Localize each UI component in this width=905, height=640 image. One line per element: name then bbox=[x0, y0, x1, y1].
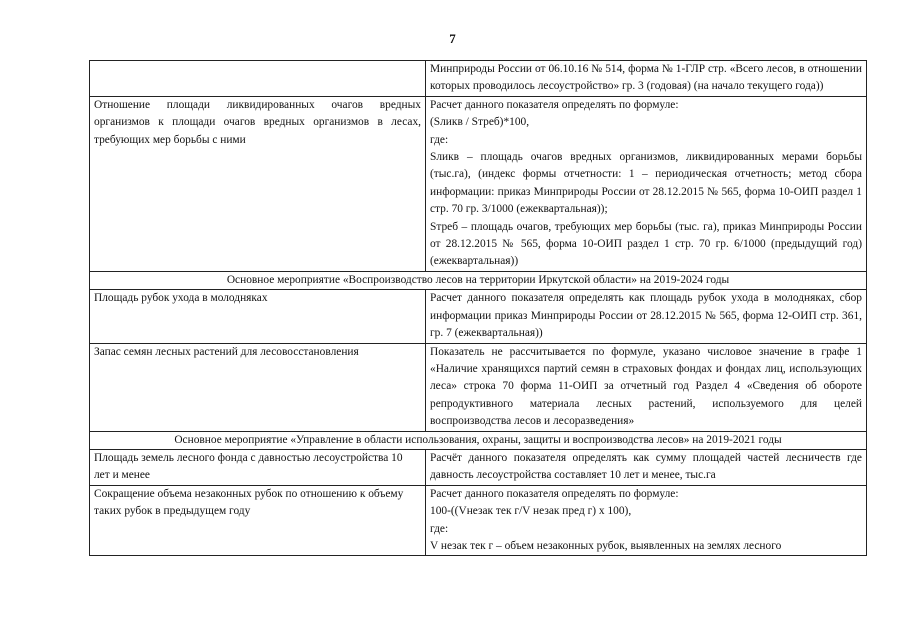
indicator-method-cell: Расчет данного показателя определять как площадь рубок ухода в молодняках, сбор информации приказ Минприроды России от 28.12.2015 № 565, форма 12-ОИП стр. 361, гр. 7 (ежеквартальная)) bbox=[426, 290, 867, 343]
formula: 100-((Vнезак тек г/V незак пред г) х 100), bbox=[430, 505, 632, 518]
formula-where: где: bbox=[430, 522, 449, 535]
indicator-method-cell: Расчёт данного показателя определять как сумму площадей частей лесничеств где давность лесоустройства составляет 10 лет и менее, тыс.га bbox=[426, 449, 867, 485]
table-row bbox=[90, 96, 867, 271]
formula-intro: Расчет данного показателя определять по формуле: bbox=[430, 98, 679, 111]
formula-term-definition: Sтреб – площадь очагов, требующих мер борьбы (тыс. га), приказ Минприроды России от 28.12.2015 № 565, форма 10-ОИП раздел 1 стр. 70 гр. 6/1000 (предыдущий год) (ежеквартальная)) bbox=[430, 220, 862, 268]
indicator-name-cell: Площадь земель лесного фонда с давностью лесоустройства 10 лет и менее bbox=[90, 449, 426, 485]
section-header-row bbox=[90, 431, 867, 449]
section-header-row bbox=[90, 271, 867, 289]
table-row bbox=[90, 290, 867, 343]
page-number: 7 bbox=[449, 31, 456, 46]
section-title: Основное мероприятие «Воспроизводство лесов на территории Иркутской области» на 2019-2024 годы bbox=[90, 271, 867, 289]
table-row bbox=[90, 449, 867, 485]
section-title: Основное мероприятие «Управление в области использования, охраны, защиты и воспроизводства лесов» на 2019-2021 годы bbox=[90, 431, 867, 449]
indicator-name-cell: Площадь рубок ухода в молодняках bbox=[90, 290, 426, 343]
formula-term-definition: Sликв – площадь очагов вредных организмов, ликвидированных мерами борьбы (тыс.га), (индекс формы отчетности: 1 – периодическая отчетность; метод сбора информации: приказ Минприроды России от 28.12.2015 № 565, форма 10-ОИП раздел 1 стр. 70 гр. 3/1000 (ежеквартальная)); bbox=[430, 151, 862, 216]
table-row bbox=[90, 61, 867, 97]
formula-term-definition: V незак тек г – объем незаконных рубок, выявленных на землях лесного bbox=[430, 539, 782, 552]
indicator-table bbox=[89, 60, 867, 556]
indicator-method-cell: Минприроды России от 06.10.16 № 514, форма № 1-ГЛР стр. «Всего лесов, в отношении которых проводилось лесоустройство» гр. 3 (годовая) (на начало текущего года)) bbox=[426, 61, 867, 97]
indicator-name-cell: Сокращение объема незаконных рубок по отношению к объему таких рубок в предыдущем году bbox=[90, 485, 426, 556]
formula: (Sликв / Sтреб)*100, bbox=[430, 116, 530, 129]
indicator-method-cell bbox=[426, 485, 867, 556]
indicator-name-cell: Запас семян лесных растений для лесовосстановления bbox=[90, 343, 426, 431]
indicator-name-cell bbox=[90, 61, 426, 97]
indicator-method-cell bbox=[426, 96, 867, 271]
formula-where: где: bbox=[430, 133, 449, 146]
formula-intro: Расчет данного показателя определять по формуле: bbox=[430, 487, 679, 500]
indicator-name-cell: Отношение площади ликвидированных очагов вредных организмов к площади очагов вредных организмов в лесах, требующих мер борьбы с ними bbox=[90, 96, 426, 271]
table-row bbox=[90, 485, 867, 556]
indicator-method-cell: Показатель не рассчитывается по формуле, указано числовое значение в графе 1 «Наличие хранящихся партий семян в страховых фондах и фондах лиц, использующих леса» строка 70 форма 11-ОИП за отчетный год Раздел 4 «Сведения об обороте репродуктивного материала лесных растений, используемого для целей воспроизводства лесов и лесоразведения» bbox=[426, 343, 867, 431]
table-row bbox=[90, 343, 867, 431]
